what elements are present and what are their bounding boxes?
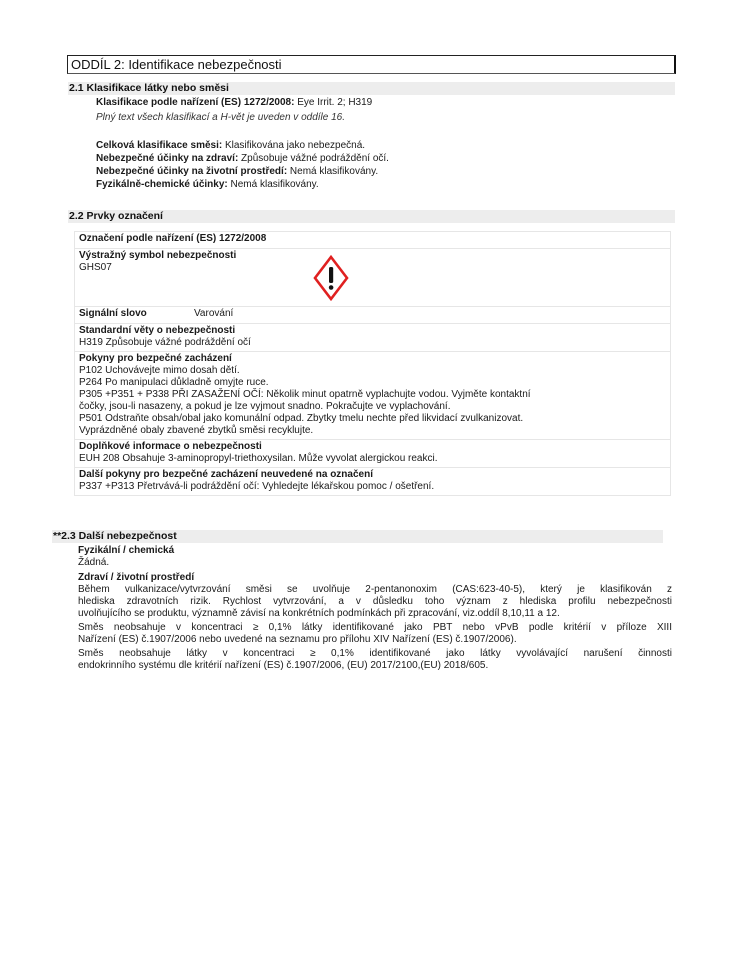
hazard-statements-label: Standardní věty o nebezpečnosti [79, 325, 236, 336]
section-title: ODDÍL 2: Identifikace nebezpečnosti [67, 55, 676, 74]
precautionary-statement: P264 Po manipulaci důkladně omyjte ruce. [79, 377, 269, 388]
precautionary-statement: čočky, jsou-li nasazeny, a pokud je lze vyjmout snadno. Pokračujte ve vyplachování. [79, 401, 451, 412]
paragraph-endocrine [78, 648, 672, 672]
exclamation-mark-diamond-icon [313, 255, 349, 301]
paragraph-pbt [78, 622, 672, 646]
hazard-statement: H319 Způsobuje vážné podráždění očí [79, 337, 251, 348]
paragraph-line: hlediska zdravotních rizik. Rychlost vytvrzování, a v důsledku toho význam z hlediska profilu nebezpečnosti [78, 596, 672, 607]
supplemental-statement: EUH 208 Obsahuje 3-aminopropyl-triethoxysilan. Může vyvolat alergickou reakci. [79, 453, 438, 464]
physchem-label: Fyzikální / chemická [78, 545, 175, 556]
paragraph-line: Směs neobsahuje látky v koncentraci ≥ 0,1% identifikované jako látky vyvolávající narušení činnosti [78, 648, 672, 659]
precautionary-statement: Vyprázdněné obaly zbavené zbytků směsi recyklujte. [79, 425, 314, 436]
environment-effects [96, 166, 378, 178]
signal-word-label: Signální slovo [79, 308, 147, 319]
classification-label: Klasifikace podle nařízení (ES) 1272/2008: [96, 97, 295, 108]
health-effects [96, 153, 389, 165]
paragraph-line: endokrinního systému dle kritérií nařízení (ES) č.1907/2006, (EU) 2017/2100,(EU) 2018/605. [78, 660, 489, 671]
supplemental-label: Doplňkové informace o nebezpečnosti [79, 441, 262, 452]
signal-word-row [75, 307, 670, 324]
precautionary-statement: P501 Odstraňte obsah/obal jako komunální odpad. Zbytky tmelu nechte před likvidací zvulkanizovat. [79, 413, 524, 424]
physchem-effects-value: Nemá klasifikovány. [227, 179, 319, 190]
environment-effects-value: Nemá klasifikovány. [287, 166, 379, 177]
physchem-effects [96, 179, 319, 191]
labeling-table [74, 231, 671, 496]
health-effects-label: Nebezpečné účinky na zdraví: [96, 153, 239, 164]
physchem-value: Žádná. [78, 557, 110, 568]
additional-row [75, 468, 670, 495]
pictogram-row [75, 249, 670, 307]
precautionary-row [75, 352, 670, 440]
labeling-title: Označení podle nařízení (ES) 1272/2008 [75, 232, 670, 249]
overall-classification-value: Klasifikována jako nebezpečná. [222, 140, 366, 151]
precautionary-statement: P305 +P351 + P338 PŘI ZASAŽENÍ OČÍ: Několik minut opatrně vyplachujte vodou. Vyjměte kontaktní [79, 389, 531, 400]
environment-effects-label: Nebezpečné účinky na životní prostředí: [96, 166, 288, 177]
physchem-effects-label: Fyzikálně-chemické účinky: [96, 179, 228, 190]
overall-classification [96, 140, 365, 152]
overall-classification-label: Celková klasifikace směsi: [96, 140, 223, 151]
fulltext-note: Plný text všech klasifikací a H-vět je uveden v oddíle 16. [96, 112, 346, 123]
supplemental-row [75, 440, 670, 468]
signal-word-value: Varování [194, 308, 234, 319]
additional-label: Další pokyny pro bezpečné zacházení neuvedené na označení [79, 469, 373, 480]
pictogram-code: GHS07 [79, 262, 112, 273]
other-hazards-body [78, 545, 672, 672]
health-effects-value: Způsobuje vážné podráždění očí. [238, 153, 389, 164]
paragraph-vulcanization [78, 584, 672, 620]
classification-line [96, 97, 372, 109]
paragraph-line: Nařízení (ES) č.1907/2006 nebo uvedené na seznamu pro přílohu XIV Nařízení (ES) č.1907/2006). [78, 634, 517, 645]
health-env-label: Zdraví / životní prostředí [78, 572, 195, 583]
precautionary-statement: P102 Uchovávejte mimo dosah dětí. [79, 365, 240, 376]
hazard-statements-row [75, 324, 670, 352]
paragraph-line: Směs neobsahuje v koncentraci ≥ 0,1% látky identifikované jako PBT nebo vPvB podle kritérií v příloze XIII [78, 622, 672, 633]
precautionary-label: Pokyny pro bezpečné zacházení [79, 353, 232, 364]
paragraph-line: Během vulkanizace/vytvrzování směsi se uvolňuje 2-pentanonoxim (CAS:623-40-5), který je klasifikován z [78, 584, 672, 595]
subsection-heading-2-1: 2.1 Klasifikace látky nebo směsi [68, 82, 675, 95]
subsection-heading-2-2: 2.2 Prvky označení [68, 210, 675, 223]
paragraph-line: uvolňujícího se produktu, významně závisí na konkrétních podmínkách při zpracování, viz.oddíl 8,10,11 a 12. [78, 608, 560, 619]
pictogram-label: Výstražný symbol nebezpečnosti [79, 250, 237, 261]
classification-value: Eye Irrit. 2; H319 [294, 97, 373, 108]
subsection-heading-2-3: **2.3 Další nebezpečnost [52, 530, 663, 543]
additional-statement: P337 +P313 Přetrvává-li podráždění očí: Vyhledejte lékařskou pomoc / ošetření. [79, 481, 435, 492]
